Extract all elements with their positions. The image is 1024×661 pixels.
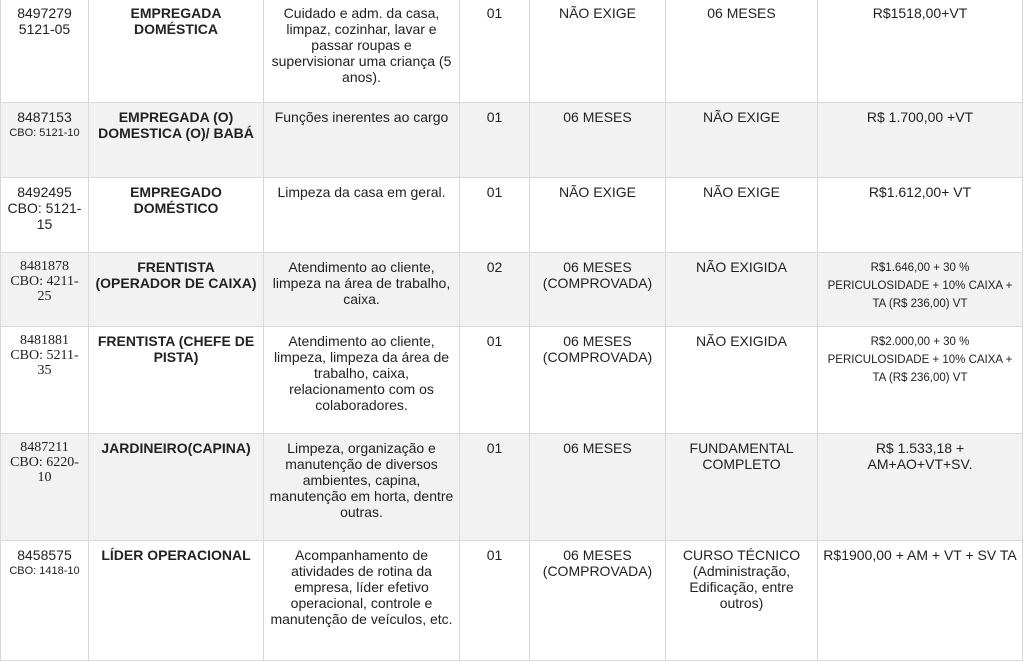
job-cbo: 5121-05 [18,21,71,37]
job-salary: R$2.000,00 + 30 % PERICULOSIDADE + 10% CAIXA + TA (R$ 236,00) VT [818,327,1023,434]
job-experience: 06 MESES (COMPROVADA) [530,541,666,661]
job-experience: NÃO EXIGE [530,0,666,103]
job-cbo: CBO: 5211-35 [10,348,79,378]
job-cbo: CBO: 6220-10 [10,455,79,485]
job-vacancies: 02 [460,253,530,327]
table-row [1,103,1023,178]
job-cbo: CBO: 1418-10 [9,565,80,577]
job-salary: R$ 1.533,18 + AM+AO+VT+SV. [818,434,1023,541]
job-title: FRENTISTA (OPERADOR DE CAIXA) [89,253,264,327]
job-cbo: CBO: 5121-10 [9,127,80,139]
job-code: 8497279 [17,5,72,21]
job-vacancies: 01 [460,327,530,434]
job-code: 8481881 [20,333,69,348]
job-vacancies: 01 [460,178,530,253]
job-description: Limpeza da casa em geral. [264,178,460,253]
table-row [1,541,1023,661]
job-code-cell [1,253,89,327]
job-education: 06 MESES [666,0,818,103]
job-vacancies: 01 [460,103,530,178]
job-description: Atendimento ao cliente, limpeza, limpeza da área de trabalho, caixa, relacionamento com os colaboradores. [264,327,460,434]
job-salary: R$1900,00 + AM + VT + SV TA [818,541,1023,661]
job-description: Limpeza, organização e manutenção de diversos ambientes, capina, manutenção em horta, dentre outras. [264,434,460,541]
job-code-cell [1,434,89,541]
job-cbo: CBO: 4211-25 [10,274,79,304]
job-salary: R$1518,00+VT [818,0,1023,103]
job-code-cell [1,0,89,103]
job-title: LÍDER OPERACIONAL [89,541,264,661]
job-experience: NÃO EXIGE [530,178,666,253]
job-salary: R$1.612,00+ VT [818,178,1023,253]
job-experience: 06 MESES (COMPROVADA) [530,253,666,327]
job-code: 8487153 [17,109,72,125]
job-title: EMPREGADA DOMÉSTICA [89,0,264,103]
job-education: CURSO TÉCNICO (Administração, Edificação, entre outros) [666,541,818,661]
job-description: Funções inerentes ao cargo [264,103,460,178]
job-code: 8481878 [20,259,69,274]
job-code: 8458575 [17,547,72,563]
job-code-cell [1,103,89,178]
job-code: 8492495 [17,184,72,200]
job-experience: 06 MESES [530,103,666,178]
job-description: Cuidado e adm. da casa, limpaz, cozinhar, lavar e passar roupas e supervisionar uma criança (5 anos). [264,0,460,103]
table-row [1,0,1023,103]
job-education: NÃO EXIGE [666,103,818,178]
job-code-cell [1,541,89,661]
job-education: NÃO EXIGIDA [666,253,818,327]
table-row [1,327,1023,434]
job-title: JARDINEIRO(CAPINA) [89,434,264,541]
job-education: NÃO EXIGIDA [666,327,818,434]
job-vacancies: 01 [460,434,530,541]
job-experience: 06 MESES [530,434,666,541]
job-title: EMPREGADO DOMÉSTICO [89,178,264,253]
job-code: 8487211 [20,440,69,455]
job-cbo: CBO: 5121-15 [7,200,82,232]
job-title: FRENTISTA (CHEFE DE PISTA) [89,327,264,434]
job-code-cell [1,178,89,253]
job-description: Atendimento ao cliente, limpeza na área de trabalho, caixa. [264,253,460,327]
job-salary: R$1.646,00 + 30 % PERICULOSIDADE + 10% CAIXA + TA (R$ 236,00) VT [818,253,1023,327]
job-salary: R$ 1.700,00 +VT [818,103,1023,178]
table-row [1,253,1023,327]
job-vacancies: 01 [460,541,530,661]
job-description: Acompanhamento de atividades de rotina da empresa, líder efetivo operacional, controle e manutenção de veículos, etc. [264,541,460,661]
job-experience: 06 MESES (COMPROVADA) [530,327,666,434]
job-vacancies: 01 [460,0,530,103]
job-education: FUNDAMENTAL COMPLETO [666,434,818,541]
job-code-cell [1,327,89,434]
table-row [1,178,1023,253]
table-row [1,434,1023,541]
job-education: NÃO EXIGE [666,178,818,253]
job-title: EMPREGADA (O) DOMESTICA (O)/ BABÁ [89,103,264,178]
